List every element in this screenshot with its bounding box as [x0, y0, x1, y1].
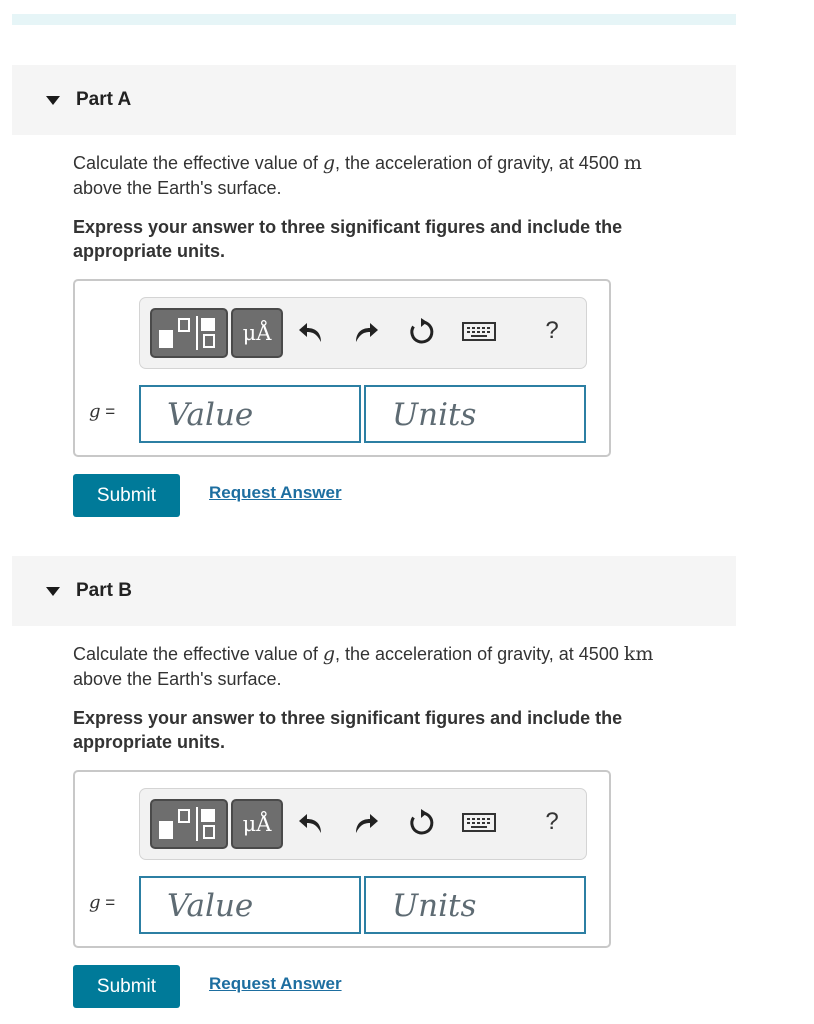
undo-icon[interactable]	[297, 809, 325, 837]
redo-icon[interactable]	[352, 318, 380, 346]
request-answer-link[interactable]: Request Answer	[209, 974, 342, 993]
answer-variable-label	[89, 892, 115, 913]
question-text-post: above the Earth's surface.	[73, 178, 282, 198]
keyboard-icon[interactable]	[462, 320, 496, 342]
math-toolbar	[139, 297, 587, 369]
part-title: Part A	[76, 89, 132, 110]
answer-equals: =	[105, 402, 116, 421]
submit-button[interactable]: Submit	[73, 965, 180, 1008]
question-symbol: g	[322, 152, 335, 174]
question-text	[73, 151, 733, 201]
undo-icon[interactable]	[297, 318, 325, 346]
submit-button[interactable]: Submit	[73, 474, 180, 517]
templates-icon	[152, 801, 226, 847]
collapse-caret-icon[interactable]	[46, 96, 60, 105]
units-icon: μÅ	[242, 321, 272, 345]
question-unit: m	[623, 152, 642, 174]
question-text-pre: Calculate the effective value of	[73, 153, 323, 173]
answer-variable-label	[89, 401, 115, 422]
help-icon[interactable]: ?	[545, 317, 559, 344]
units-input[interactable]	[364, 876, 586, 934]
reset-icon[interactable]	[408, 318, 436, 346]
question-text-mid: , the acceleration of gravity, at 4500	[335, 644, 624, 664]
templates-icon	[152, 310, 226, 356]
answer-box	[73, 770, 611, 948]
question-text-pre: Calculate the effective value of	[73, 644, 323, 664]
question-text	[73, 642, 733, 692]
units-input[interactable]	[364, 385, 586, 443]
keyboard-icon[interactable]	[462, 811, 496, 833]
request-answer-link[interactable]: Request Answer	[209, 483, 342, 502]
value-placeholder: Value	[167, 888, 254, 924]
answer-variable: g	[89, 401, 101, 422]
value-input[interactable]	[139, 385, 361, 443]
value-input[interactable]	[139, 876, 361, 934]
value-placeholder: Value	[167, 397, 254, 433]
collapse-caret-icon[interactable]	[46, 587, 60, 596]
units-icon: μÅ	[242, 812, 272, 836]
question-text-post: above the Earth's surface.	[73, 669, 282, 689]
answer-instruction: Express your answer to three significant figures and include the appropriate units.	[73, 217, 623, 261]
answer-box	[73, 279, 611, 457]
templates-button[interactable]	[150, 308, 228, 358]
templates-button[interactable]	[150, 799, 228, 849]
answer-variable: g	[89, 892, 101, 913]
answer-instruction: Express your answer to three significant figures and include the appropriate units.	[73, 708, 623, 752]
math-toolbar	[139, 788, 587, 860]
answer-equals: =	[105, 893, 116, 912]
part-title: Part B	[76, 580, 132, 601]
question-unit: km	[623, 643, 654, 665]
top-banner-strip	[12, 14, 736, 25]
question-symbol: g	[322, 643, 335, 665]
help-icon[interactable]: ?	[545, 808, 559, 835]
units-button[interactable]	[231, 799, 283, 849]
question-text-mid: , the acceleration of gravity, at 4500	[335, 153, 624, 173]
redo-icon[interactable]	[352, 809, 380, 837]
units-placeholder: Units	[392, 888, 477, 924]
part-b-header[interactable]	[12, 556, 736, 626]
part-a-header[interactable]	[12, 65, 736, 135]
reset-icon[interactable]	[408, 809, 436, 837]
units-placeholder: Units	[392, 397, 477, 433]
units-button[interactable]	[231, 308, 283, 358]
